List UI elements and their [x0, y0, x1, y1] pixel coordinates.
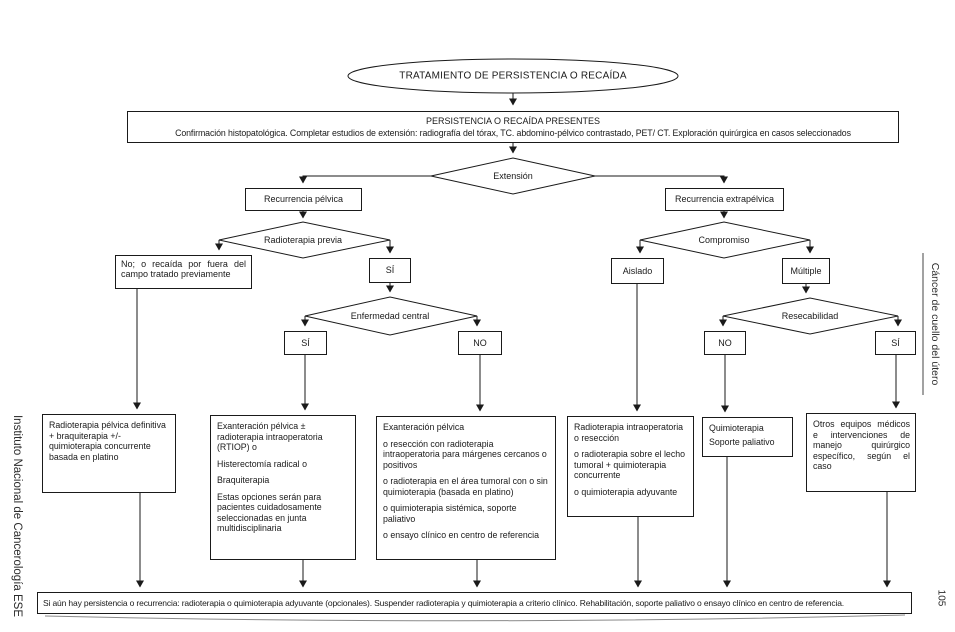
- page-number: 105: [935, 589, 947, 607]
- node-no-central: NO: [458, 331, 502, 355]
- start-node-label: TRATAMIENTO DE PERSISTENCIA O RECAÍDA: [399, 70, 627, 82]
- left-margin-text: Instituto Nacional de Cancerología ESE: [11, 414, 23, 618]
- node-multiple: Múltiple: [782, 258, 830, 284]
- header-body: Confirmación histopatológica. Completar estudios de extensión: radiografía del tórax, TC. abdomino-pélvico contrastado, PET/ CT. Exploración quirúrgica en casos seleccionados: [175, 128, 851, 138]
- header-box: [127, 111, 899, 143]
- node-recurrencia-extrapelvica: Recurrencia extrapélvica: [665, 188, 784, 211]
- node-aislado: Aislado: [611, 258, 664, 284]
- node-si-resecable: SÍ: [875, 331, 916, 355]
- page-curl-line: [45, 615, 905, 621]
- treatment-box-exanteracion-pelvica: Exanteración pélvica o resección con radioterapia intraoperatoria para márgenes cercanos o positivos o radioterapia en el área tumoral con o sin quimioterapia (basada en platino) o quimioterapia sistémica, soporte paliativo o ensayo clínico en centro de referencia: [376, 416, 556, 560]
- treatment-box-otros-equipos: Otros equipos médicos e intervenciones de manejo quirúrgico específico, según el caso: [806, 413, 916, 492]
- node-recurrencia-pelvica: Recurrencia pélvica: [245, 188, 362, 211]
- treatment-box-exanteracion-rtiop: Exanteración pélvica ± radioterapia intraoperatoria (RTIOP) o Histerectomía radical o Braquiterapia Estas opciones serán para pacientes cuidadosamente seleccionadas en junta multidisciplinaria: [210, 415, 356, 560]
- connector-extension-pelvica: [303, 176, 431, 183]
- decision-resecabilidad-label: Resecabilidad: [781, 311, 839, 321]
- node-si-central: SÍ: [284, 331, 327, 355]
- decision-enfermedad-central-label: Enfermedad central: [350, 311, 430, 321]
- decision-extension-label: Extensión: [493, 171, 533, 181]
- footer-box: Si aún hay persistencia o recurrencia: radioterapia o quimioterapia adyuvante (opcionales). Suspender radioterapia y quimioterapia a criterio clínico. Rehabilitación, soporte paliativo o ensayo clínico en centro de referencia.: [37, 592, 912, 614]
- decision-compromiso-label: Compromiso: [698, 235, 750, 245]
- header-title: PERSISTENCIA O RECAÍDA PRESENTES: [425, 116, 601, 126]
- node-si-radioterapia: SÍ: [369, 258, 411, 283]
- treatment-box-radioterapia-pelvica: Radioterapia pélvica definitiva + braquiterapia +/- quimioterapia concurrente basada en platino: [42, 414, 176, 493]
- node-no-recaida: No; o recaída por fuera del campo tratado previamente: [115, 255, 252, 289]
- node-no-resecable: NO: [704, 331, 746, 355]
- right-header-text: Cáncer de cuello del útero: [929, 262, 941, 386]
- treatment-box-radioterapia-intraoperatoria: Radioterapia intraoperatoria o resección o radioterapia sobre el lecho tumoral + quimioterapia concurrente o quimioterapia adyuvante: [567, 416, 694, 517]
- treatment-box-quimioterapia: Quimioterapia Soporte paliativo: [702, 417, 793, 457]
- decision-radioterapia-previa-label: Radioterapia previa: [263, 235, 343, 245]
- connector-extension-extrapelvica: [595, 176, 724, 183]
